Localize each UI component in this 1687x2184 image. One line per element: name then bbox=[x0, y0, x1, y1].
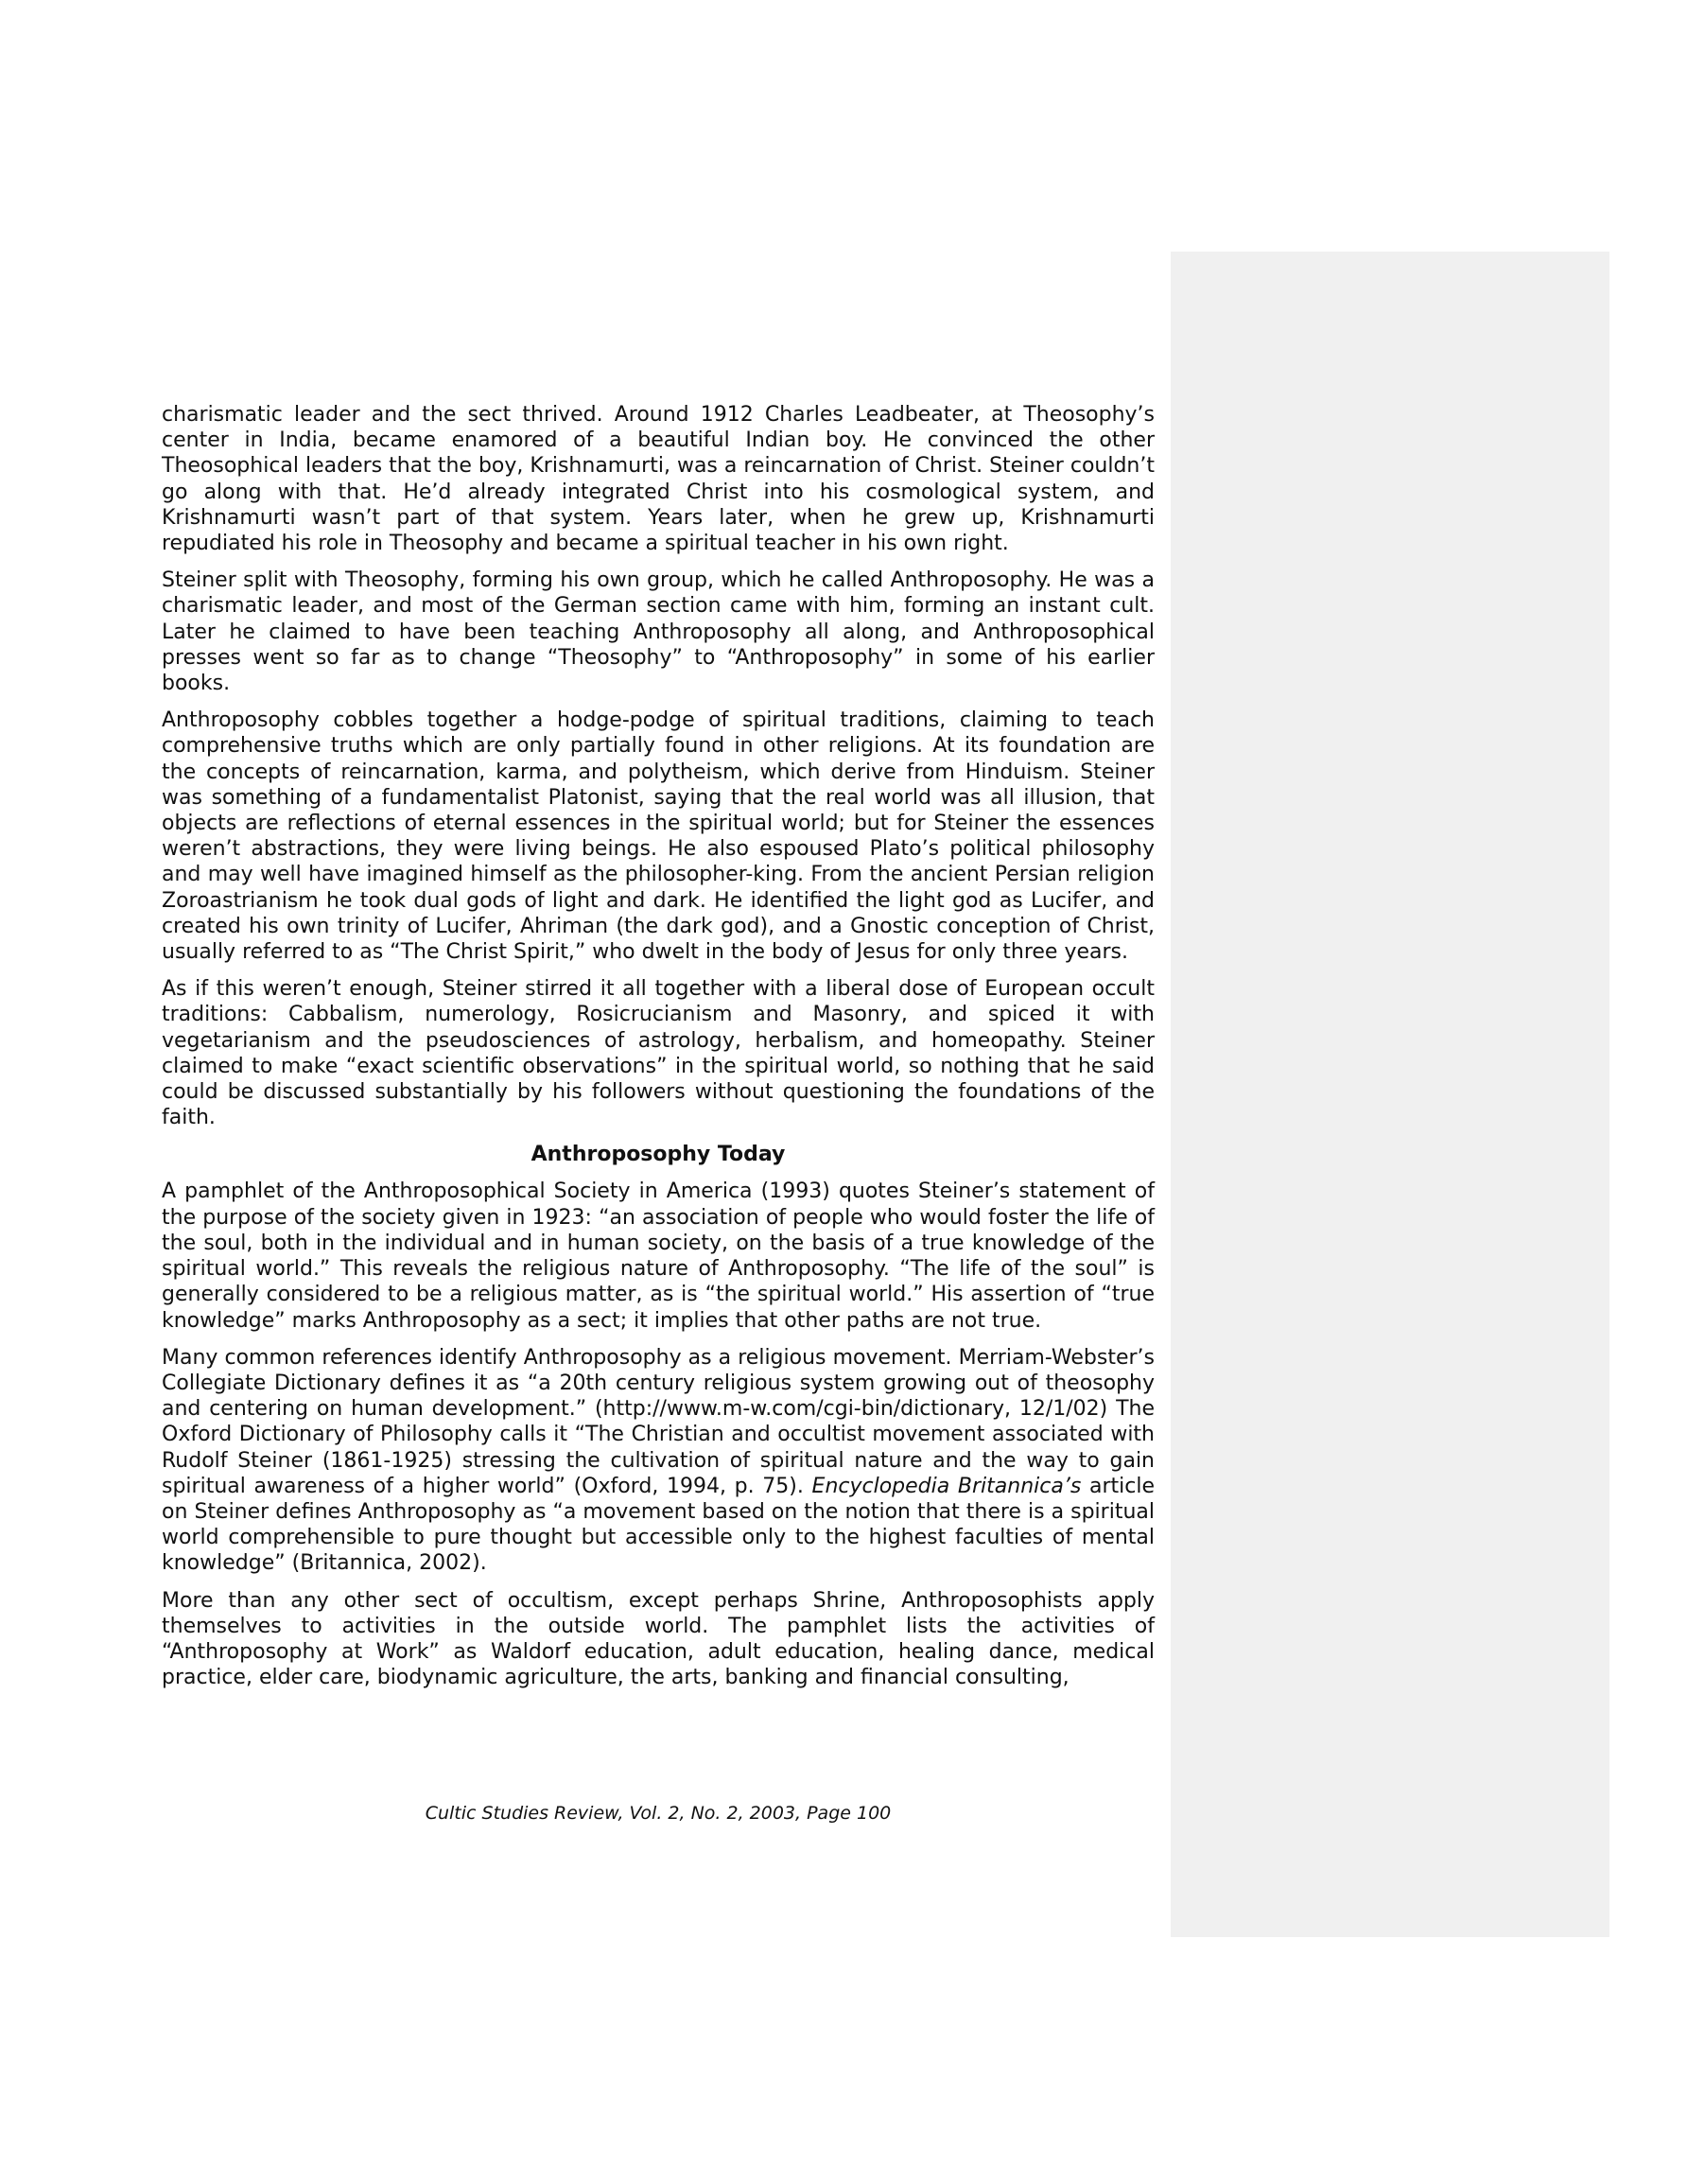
document-body bbox=[162, 402, 1155, 1702]
section-heading: Anthroposophy Today bbox=[530, 1143, 786, 1167]
references-text-before: Many common references identify Anthroposophy as a religious movement. Merriam-Webster’s Collegiate Dictionary defines it as “a 20th century religious system growing out of theosophy and centering on human development.” (http://www.m-w.com/cgi-bin/dictionary, 12/1/02) The Oxford Dictionary of Philosophy calls it “The Christian and occultist movement associated with Rudolf Steiner (1861-1925) stressing the cultivation of spiritual nature and the way to gain spiritual awareness of a higher world” (Oxford, 1994, p. 75). bbox=[162, 1345, 1155, 1498]
britannica-title: Encyclopedia Britannica’s bbox=[811, 1474, 1082, 1498]
paragraph-activities: More than any other sect of occultism, except perhaps Shrine, Anthroposophists apply themselves to activities in the outside world. The pamphlet lists the activities of “Anthroposophy at Work” as Waldorf education, adult education, healing dance, medical practice, elder care, biodynamic agriculture, the arts, banking and financial consulting, bbox=[162, 1588, 1155, 1690]
page-footer: Cultic Studies Review, Vol. 2, No. 2, 2003, Page 100 bbox=[425, 1803, 892, 1824]
paragraph-anthroposophy-traditions: Anthroposophy cobbles together a hodge-podge of spiritual traditions, claiming to teach comprehensive truths which are only partially found in other religions. At its foundation are the concepts of reincarnation, karma, and polytheism, which derive from Hinduism. Steiner was something of a fundamentalist Platonist, saying that the real world was all illusion, that objects are reflections of eternal essences in the spiritual world; but for Steiner the essences weren’t abstractions, they were living beings. He also espoused Plato’s political philosophy and may well have imagined himself as the philosopher-king. From the ancient Persian religion Zoroastrianism he took dual gods of light and dark. He identified the light god as Lucifer, and created his own trinity of Lucifer, Ahriman (the dark god), and a Gnostic conception of Christ, usually referred to as “The Christ Spirit,” who dwelt in the body of Jesus for only three years. bbox=[162, 708, 1155, 965]
comment-margin-pane bbox=[1171, 252, 1609, 1937]
paragraph-steiner-split: Steiner split with Theosophy, forming his own group, which he called Anthroposophy. He was a charismatic leader, and most of the German section came with him, forming an instant cult. Later he claimed to have been teaching Anthroposophy all along, and Anthroposophical presses went so far as to change “Theosophy” to “Anthroposophy” in some of his earlier books. bbox=[162, 568, 1155, 696]
paragraph-references bbox=[162, 1345, 1155, 1577]
paragraph-pamphlet: A pamphlet of the Anthroposophical Society in America (1993) quotes Steiner’s statement of the purpose of the society given in 1923: “an association of people who would foster the life of the soul, both in the individual and in human society, on the basis of a true knowledge of the spiritual world.” This reveals the religious nature of Anthroposophy. “The life of the soul” is generally considered to be a religious matter, as is “the spiritual world.” His assertion of “true knowledge” marks Anthroposophy as a sect; it implies that other paths are not true. bbox=[162, 1179, 1155, 1333]
references-text-after: article on Steiner defines Anthroposophy as “a movement based on the notion that there is a spiritual world comprehensible to pure thought but accessible only to the highest faculties of mental knowledge” (Britannica, 2002). bbox=[162, 1474, 1155, 1576]
paragraph-occult-traditions: As if this weren’t enough, Steiner stirred it all together with a liberal dose of European occult traditions: Cabbalism, numerology, Rosicrucianism and Masonry, and spiced it with vegetarianism and the pseudosciences of astrology, herbalism, and homeopathy. Steiner claimed to make “exact scientific observations” in the spiritual world, so nothing that he said could be discussed substantially by his followers without questioning the foundations of the faith. bbox=[162, 977, 1155, 1130]
paragraph-theosophy-leadbeater: charismatic leader and the sect thrived. Around 1912 Charles Leadbeater, at Theosophy’s center in India, became enamored of a beautiful Indian boy. He convinced the other Theosophical leaders that the boy, Krishnamurti, was a reincarnation of Christ. Steiner couldn’t go along with that. He’d already integrated Christ into his cosmological system, and Krishnamurti wasn’t part of that system. Years later, when he grew up, Krishnamurti repudiated his role in Theosophy and became a spiritual teacher in his own right. bbox=[162, 403, 1155, 556]
